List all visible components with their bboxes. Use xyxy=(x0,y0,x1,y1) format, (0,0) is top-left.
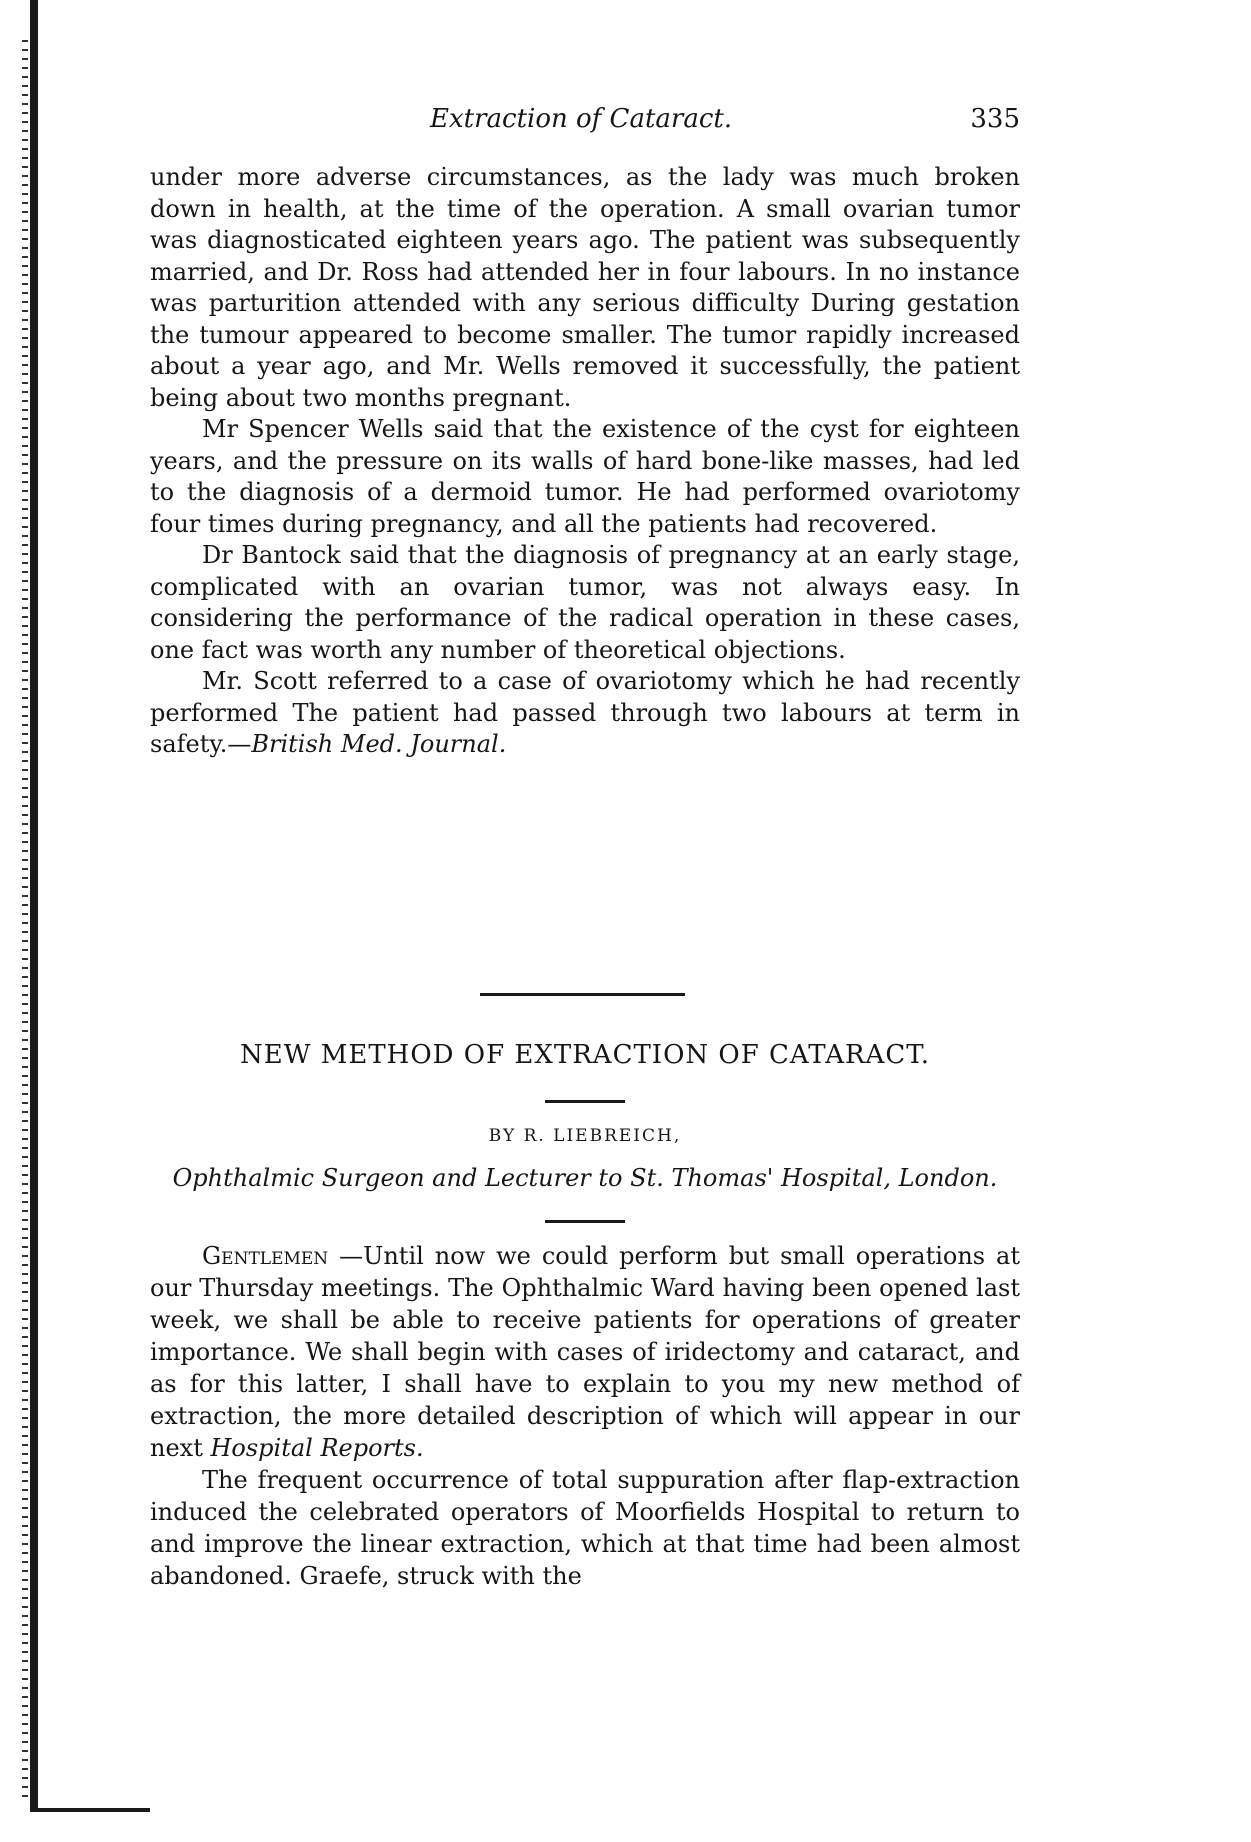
binding-edge xyxy=(30,0,38,1812)
article-byline: BY R. LIEBREICH, xyxy=(488,1126,682,1146)
article-body xyxy=(150,1240,1020,1592)
byline-rule xyxy=(545,1220,625,1223)
discussion-paragraph-4 xyxy=(150,666,1020,761)
binding-stitching xyxy=(22,40,28,1800)
discussion-paragraph-4-text: Mr. Scott referred to a case of ovariotomy which he had recently performed The patient had passed through two labours at term in safety.— xyxy=(150,667,1020,758)
article-paragraph-2: The frequent occurrence of total suppuration after flap-extraction induced the celebrated operators of Moorfields Hospital to return to and improve the linear extraction, which at that time had been almost abandoned. Graefe, struck with the xyxy=(150,1466,1020,1590)
discussion-paragraph-3: Dr Bantock said that the diagnosis of pregnancy at an early stage, complicated with an ovarian tumor, was not always easy. In considering the performance of the radical operation in these cases, one fact was worth any number of theoretical objections. xyxy=(150,541,1020,664)
title-rule xyxy=(545,1100,625,1103)
article-paragraph-1-text: —Until now we could perform but small operations at our Thursday meetings. The Ophthalmic Ward having been opened last week, we shall be able to receive patients for operations of greater importance. We shall begin with cases of iridectomy and cataract, and as for this latter, I shall have to explain to you my new method of extraction, the more detailed description of which will appear in our next xyxy=(150,1242,1020,1462)
discussion-paragraph-2: Mr Spencer Wells said that the existence of the cyst for eighteen years, and the pressure on its walls of hard bone-like masses, had led to the diagnosis of a dermoid tumor. He had performed ovariotomy four times during pregnancy, and all the patients had recovered. xyxy=(150,415,1020,538)
article-paragraph-1 xyxy=(150,1240,1020,1464)
salutation: Gentlemen xyxy=(202,1242,329,1270)
hospital-reports-reference: Hospital Reports. xyxy=(210,1434,424,1462)
discussion-section xyxy=(150,162,1020,761)
article-title: NEW METHOD OF EXTRACTION OF CATARACT. xyxy=(240,1040,930,1070)
running-head xyxy=(150,104,1020,144)
source-citation: British Med. Journal. xyxy=(251,730,507,758)
binding-foot xyxy=(30,1808,150,1812)
section-divider xyxy=(480,993,685,996)
page-number: 335 xyxy=(970,104,1020,134)
author-affiliation: Ophthalmic Surgeon and Lecturer to St. Thomas' Hospital, London. xyxy=(172,1164,998,1192)
discussion-paragraph-1: under more adverse circumstances, as the lady was much broken down in health, at the time of the operation. A small ovarian tumor was diagnosticated eighteen years ago. The patient was subsequently married, and Dr. Ross had attended her in four labours. In no instance was parturition attended with any serious difficulty During gestation the tumour appeared to become smaller. The tumor rapidly increased about a year ago, and Mr. Wells removed it successfully, the patient being about two months pregnant. xyxy=(150,163,1020,412)
running-title: Extraction of Cataract. xyxy=(430,104,733,134)
